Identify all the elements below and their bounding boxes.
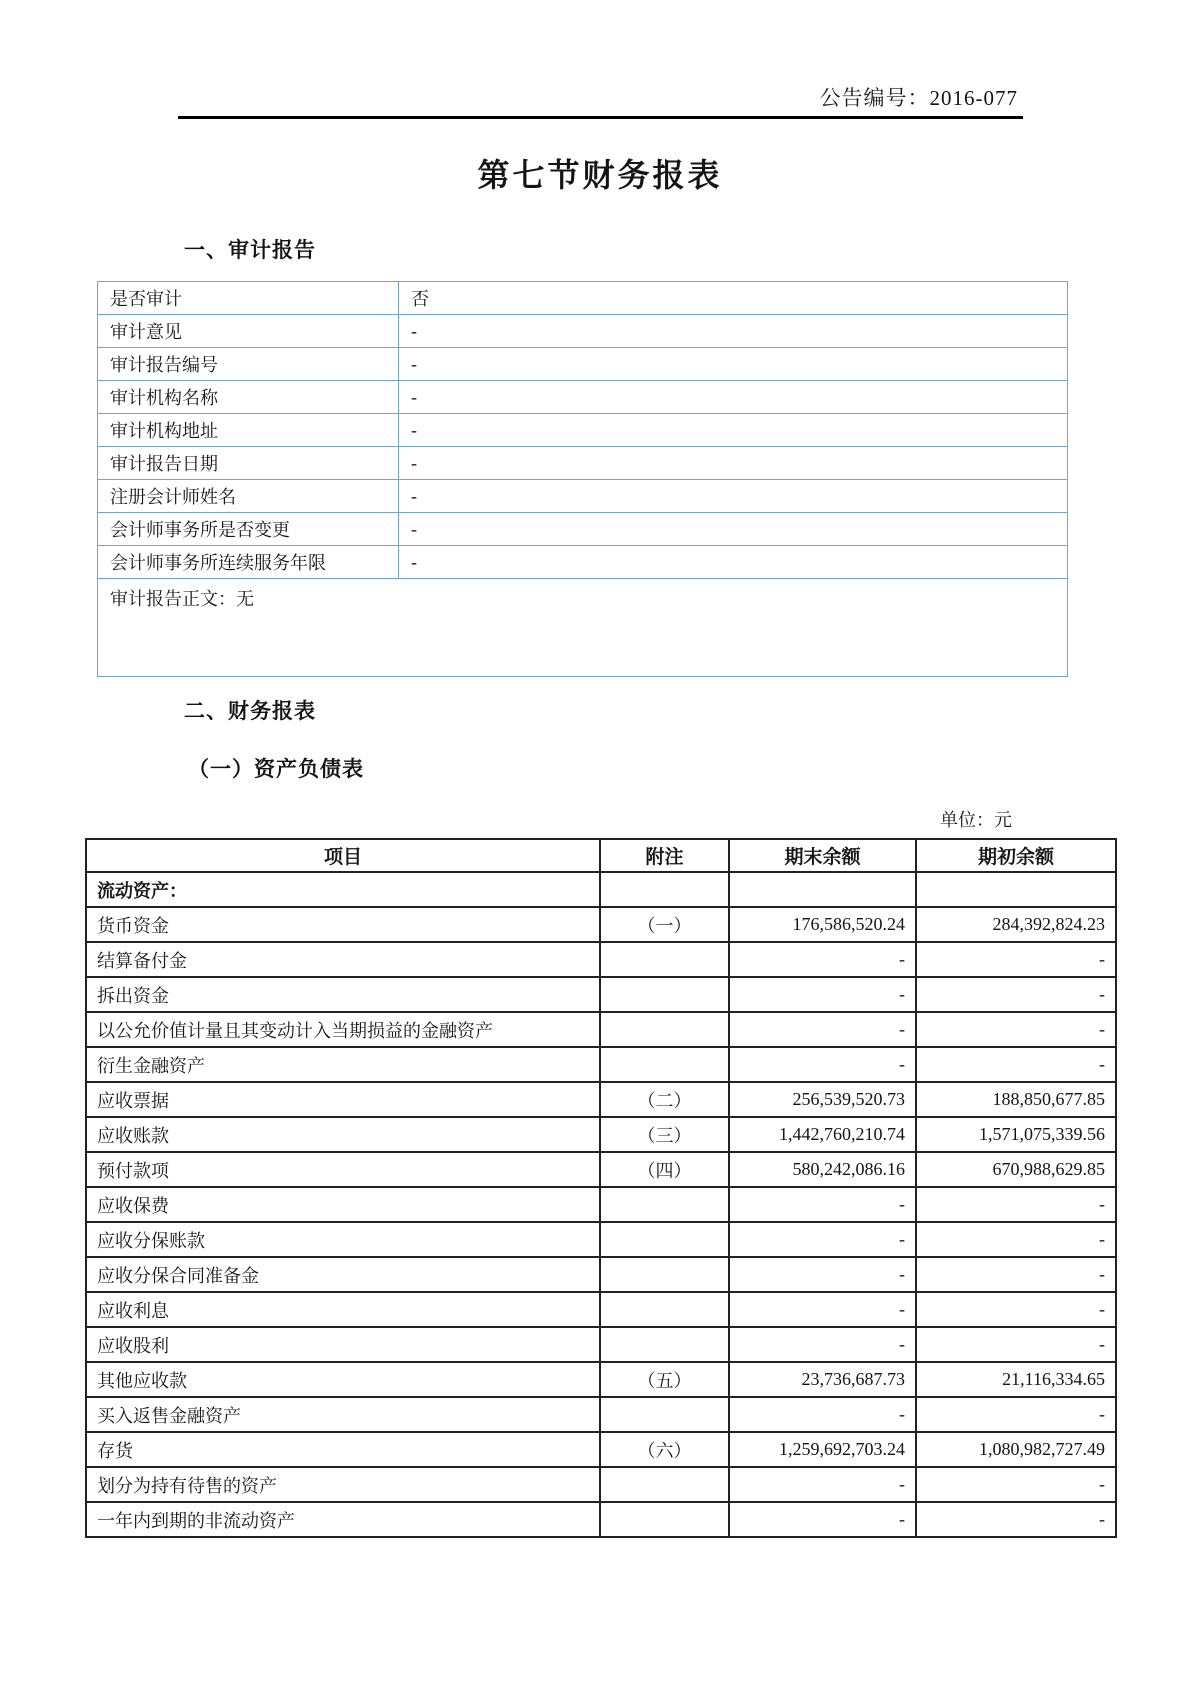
item-cell: 流动资产： bbox=[86, 872, 600, 907]
ending-balance-cell: - bbox=[729, 1502, 916, 1537]
note-cell bbox=[600, 1397, 729, 1432]
note-cell: （四） bbox=[600, 1152, 729, 1187]
audit-field-value: - bbox=[399, 480, 1068, 513]
item-cell: 应收分保合同准备金 bbox=[86, 1257, 600, 1292]
ending-balance-cell: 580,242,086.16 bbox=[729, 1152, 916, 1187]
header-rule bbox=[178, 116, 1023, 119]
ending-balance-cell: 23,736,687.73 bbox=[729, 1362, 916, 1397]
note-cell bbox=[600, 977, 729, 1012]
note-cell: （六） bbox=[600, 1432, 729, 1467]
beginning-balance-cell: 284,392,824.23 bbox=[916, 907, 1116, 942]
section-heading-audit: 一、审计报告 bbox=[184, 238, 316, 262]
subsection-heading-balance-sheet: （一）资产负债表 bbox=[188, 757, 364, 781]
beginning-balance-cell: - bbox=[916, 1222, 1116, 1257]
item-cell: 应收股利 bbox=[86, 1327, 600, 1362]
column-header: 附注 bbox=[600, 839, 729, 872]
table-row bbox=[86, 1327, 1116, 1362]
table-row bbox=[86, 1012, 1116, 1047]
item-cell: 存货 bbox=[86, 1432, 600, 1467]
audit-field-value: - bbox=[399, 315, 1068, 348]
ending-balance-cell: - bbox=[729, 1257, 916, 1292]
audit-table-row bbox=[98, 348, 1068, 381]
unit-label: 单位：元 bbox=[940, 810, 1012, 830]
item-cell: 预付款项 bbox=[86, 1152, 600, 1187]
ending-balance-cell: - bbox=[729, 1292, 916, 1327]
ending-balance-cell: - bbox=[729, 1397, 916, 1432]
table-row bbox=[86, 1257, 1116, 1292]
table-row bbox=[86, 1187, 1116, 1222]
note-cell bbox=[600, 1012, 729, 1047]
audit-field-value: 否 bbox=[399, 282, 1068, 315]
item-cell: 其他应收款 bbox=[86, 1362, 600, 1397]
item-cell: 一年内到期的非流动资产 bbox=[86, 1502, 600, 1537]
note-cell bbox=[600, 1502, 729, 1537]
table-row bbox=[86, 1467, 1116, 1502]
note-cell bbox=[600, 1467, 729, 1502]
table-row bbox=[86, 1082, 1116, 1117]
ending-balance-cell: - bbox=[729, 1047, 916, 1082]
table-row bbox=[86, 1117, 1116, 1152]
table-row bbox=[86, 1222, 1116, 1257]
note-cell: （三） bbox=[600, 1117, 729, 1152]
audit-field-value: - bbox=[399, 513, 1068, 546]
item-cell: 应收保费 bbox=[86, 1187, 600, 1222]
note-cell bbox=[600, 942, 729, 977]
document-title: 第七节财务报表 bbox=[477, 157, 723, 193]
note-cell: （二） bbox=[600, 1082, 729, 1117]
note-cell bbox=[600, 1327, 729, 1362]
beginning-balance-cell: 188,850,677.85 bbox=[916, 1082, 1116, 1117]
ending-balance-cell: 1,442,760,210.74 bbox=[729, 1117, 916, 1152]
audit-table-row bbox=[98, 546, 1068, 579]
table-row bbox=[86, 1397, 1116, 1432]
audit-report-body-text: 审计报告正文：无 bbox=[98, 579, 1068, 677]
beginning-balance-cell: - bbox=[916, 942, 1116, 977]
audit-table bbox=[97, 281, 1068, 677]
table-row bbox=[86, 1432, 1116, 1467]
audit-table-row bbox=[98, 414, 1068, 447]
audit-field-value: - bbox=[399, 381, 1068, 414]
beginning-balance-cell: 1,571,075,339.56 bbox=[916, 1117, 1116, 1152]
ending-balance-cell: - bbox=[729, 977, 916, 1012]
audit-field-label: 会计师事务所是否变更 bbox=[98, 513, 399, 546]
note-cell bbox=[600, 1047, 729, 1082]
item-cell: 应收票据 bbox=[86, 1082, 600, 1117]
table-row bbox=[86, 1362, 1116, 1397]
table-row bbox=[86, 872, 1116, 907]
beginning-balance-cell: - bbox=[916, 1397, 1116, 1432]
item-cell: 应收利息 bbox=[86, 1292, 600, 1327]
beginning-balance-cell: 1,080,982,727.49 bbox=[916, 1432, 1116, 1467]
balance-sheet-table bbox=[85, 838, 1117, 1538]
ending-balance-cell: 256,539,520.73 bbox=[729, 1082, 916, 1117]
beginning-balance-cell: - bbox=[916, 1047, 1116, 1082]
audit-field-label: 审计报告编号 bbox=[98, 348, 399, 381]
item-cell: 拆出资金 bbox=[86, 977, 600, 1012]
audit-table-row bbox=[98, 282, 1068, 315]
audit-field-label: 会计师事务所连续服务年限 bbox=[98, 546, 399, 579]
audit-field-label: 审计报告日期 bbox=[98, 447, 399, 480]
ending-balance-cell: 176,586,520.24 bbox=[729, 907, 916, 942]
audit-field-value: - bbox=[399, 348, 1068, 381]
item-cell: 货币资金 bbox=[86, 907, 600, 942]
ending-balance-cell bbox=[729, 872, 916, 907]
audit-field-label: 审计机构名称 bbox=[98, 381, 399, 414]
audit-field-value: - bbox=[399, 414, 1068, 447]
item-cell: 划分为持有待售的资产 bbox=[86, 1467, 600, 1502]
audit-field-label: 审计机构地址 bbox=[98, 414, 399, 447]
audit-table-row bbox=[98, 315, 1068, 348]
ending-balance-cell: - bbox=[729, 1012, 916, 1047]
table-row bbox=[86, 1292, 1116, 1327]
table-row bbox=[86, 1152, 1116, 1187]
column-header: 项目 bbox=[86, 839, 600, 872]
ending-balance-cell: 1,259,692,703.24 bbox=[729, 1432, 916, 1467]
beginning-balance-cell: - bbox=[916, 1467, 1116, 1502]
beginning-balance-cell: - bbox=[916, 1257, 1116, 1292]
audit-table-row bbox=[98, 480, 1068, 513]
item-cell: 衍生金融资产 bbox=[86, 1047, 600, 1082]
beginning-balance-cell: - bbox=[916, 1502, 1116, 1537]
note-cell bbox=[600, 1187, 729, 1222]
ending-balance-cell: - bbox=[729, 1327, 916, 1362]
beginning-balance-cell bbox=[916, 872, 1116, 907]
balance-sheet-header-row bbox=[86, 839, 1116, 872]
audit-field-label: 是否审计 bbox=[98, 282, 399, 315]
audit-table-row bbox=[98, 381, 1068, 414]
table-row bbox=[86, 907, 1116, 942]
ending-balance-cell: - bbox=[729, 1187, 916, 1222]
audit-table-row bbox=[98, 513, 1068, 546]
audit-field-value: - bbox=[399, 546, 1068, 579]
beginning-balance-cell: - bbox=[916, 1292, 1116, 1327]
section-heading-financial-statements: 二、财务报表 bbox=[184, 699, 316, 723]
column-header: 期末余额 bbox=[729, 839, 916, 872]
item-cell: 以公允价值计量且其变动计入当期损益的金融资产 bbox=[86, 1012, 600, 1047]
note-cell bbox=[600, 872, 729, 907]
audit-field-label: 审计意见 bbox=[98, 315, 399, 348]
column-header: 期初余额 bbox=[916, 839, 1116, 872]
note-cell bbox=[600, 1292, 729, 1327]
table-row bbox=[86, 942, 1116, 977]
ending-balance-cell: - bbox=[729, 1222, 916, 1257]
audit-field-value: - bbox=[399, 447, 1068, 480]
ending-balance-cell: - bbox=[729, 942, 916, 977]
beginning-balance-cell: 21,116,334.65 bbox=[916, 1362, 1116, 1397]
beginning-balance-cell: - bbox=[916, 1327, 1116, 1362]
item-cell: 买入返售金融资产 bbox=[86, 1397, 600, 1432]
audit-report-body-row bbox=[98, 579, 1068, 677]
item-cell: 结算备付金 bbox=[86, 942, 600, 977]
ending-balance-cell: - bbox=[729, 1467, 916, 1502]
audit-field-label: 注册会计师姓名 bbox=[98, 480, 399, 513]
beginning-balance-cell: - bbox=[916, 977, 1116, 1012]
announcement-number: 公告编号：2016-077 bbox=[819, 86, 1018, 110]
beginning-balance-cell: - bbox=[916, 1012, 1116, 1047]
note-cell bbox=[600, 1222, 729, 1257]
table-row bbox=[86, 1047, 1116, 1082]
item-cell: 应收分保账款 bbox=[86, 1222, 600, 1257]
table-row bbox=[86, 1502, 1116, 1537]
note-cell: （一） bbox=[600, 907, 729, 942]
table-row bbox=[86, 977, 1116, 1012]
note-cell bbox=[600, 1257, 729, 1292]
audit-table-row bbox=[98, 447, 1068, 480]
beginning-balance-cell: 670,988,629.85 bbox=[916, 1152, 1116, 1187]
note-cell: （五） bbox=[600, 1362, 729, 1397]
item-cell: 应收账款 bbox=[86, 1117, 600, 1152]
beginning-balance-cell: - bbox=[916, 1187, 1116, 1222]
